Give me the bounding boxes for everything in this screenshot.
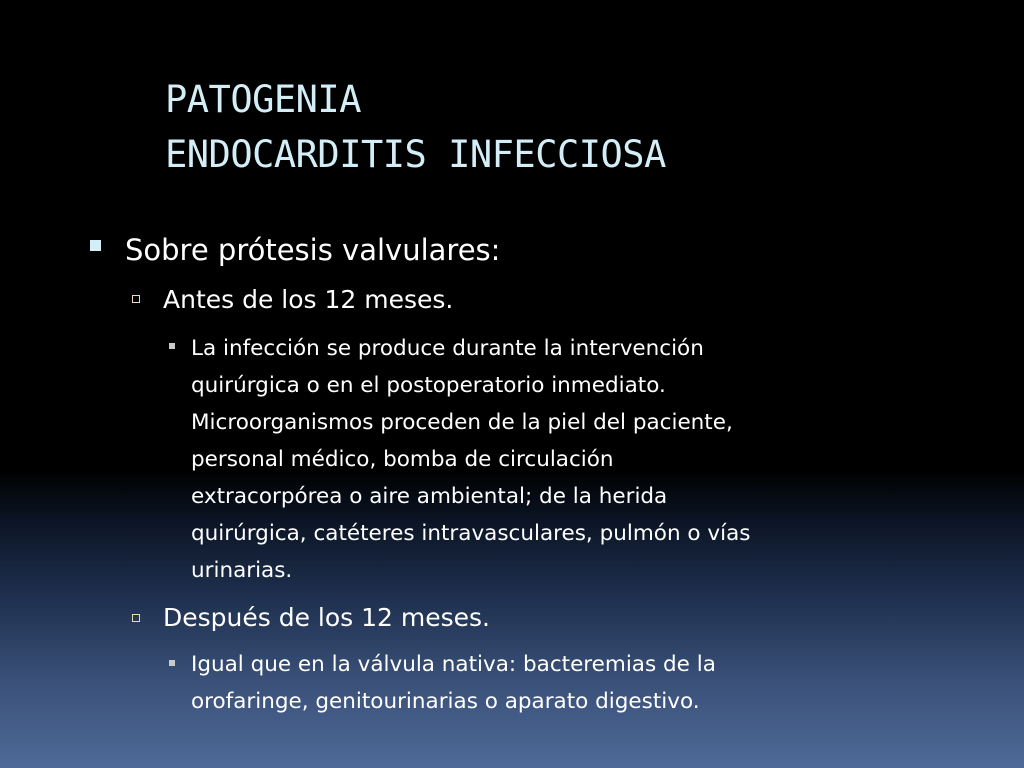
title-line-2: ENDOCARDITIS INFECCIOSA [165, 133, 666, 176]
detail-line: orofaringe, genitourinarias o aparato digestivo. [191, 689, 700, 714]
detail-line: personal médico, bomba de circulación [191, 447, 614, 472]
small-square-bullet-icon [169, 343, 175, 349]
bullet-level-2: Después de los 12 meses. [163, 603, 491, 632]
detail-line: Microorganismos proceden de la piel del paciente, [191, 410, 733, 435]
hollow-square-bullet-icon [132, 614, 140, 622]
detail-line: quirúrgica, catéteres intravasculares, pulmón o vías [191, 521, 751, 546]
bullet-level-1: Sobre prótesis valvulares: [125, 233, 501, 267]
square-bullet-icon [90, 240, 101, 251]
detail-line: Igual que en la válvula nativa: bacteremias de la [191, 652, 716, 677]
bullet-level-2: Antes de los 12 meses. [163, 285, 454, 314]
detail-line: quirúrgica o en el postoperatorio inmediato. [191, 373, 666, 398]
detail-line: La infección se produce durante la intervención [191, 336, 704, 361]
bullet-level-3 [191, 646, 951, 720]
small-square-bullet-icon [169, 660, 175, 666]
hollow-square-bullet-icon [132, 295, 140, 303]
detail-line: urinarias. [191, 558, 293, 583]
slide-title [165, 72, 985, 182]
title-line-1: PATOGENIA [165, 78, 361, 121]
bullet-level-3 [191, 330, 951, 589]
detail-line: extracorpórea o aire ambiental; de la herida [191, 484, 668, 509]
